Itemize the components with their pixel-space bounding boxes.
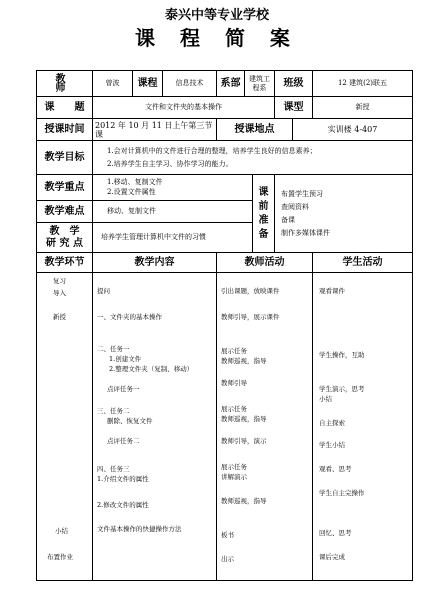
lesson-type-value: 新授 bbox=[313, 97, 413, 119]
difficulty-label: 教学难点 bbox=[37, 201, 93, 223]
student-activity-item: 回忆、思考 bbox=[319, 529, 352, 537]
stage-item: 新授 bbox=[53, 313, 66, 321]
preparation-list bbox=[275, 175, 413, 253]
teacher-activity-item: 讲解演示 bbox=[221, 473, 247, 481]
content-item: 文件基本操作的快捷操作方法 bbox=[97, 525, 182, 533]
teacher-activity-item: 教师巡视，指导 bbox=[221, 415, 267, 423]
content-item: 提问 bbox=[97, 287, 110, 295]
preparation-item: 查阅资料 bbox=[281, 203, 309, 211]
teacher-activity-item: 教师引导，演示 bbox=[221, 437, 267, 445]
content-item: 一、文件夹的基本操作 bbox=[97, 313, 162, 321]
goals-label: 教学目标 bbox=[37, 141, 93, 175]
lesson-type-label: 课型 bbox=[275, 97, 313, 119]
content-item: 1.介绍文件的属性 bbox=[97, 475, 149, 483]
stage-item: 小结 bbox=[55, 527, 68, 535]
content-item: 三、任务二 bbox=[97, 407, 130, 415]
dept-label: 系部 bbox=[217, 71, 245, 97]
schedule-row bbox=[37, 119, 413, 141]
teacher-activity-item: 板书 bbox=[221, 531, 234, 539]
stage-column bbox=[37, 273, 93, 581]
student-activity-item: 课后完成 bbox=[319, 553, 345, 561]
place-value: 实训楼 4-407 bbox=[293, 119, 413, 141]
student-activity-item: 学生自主完操作 bbox=[319, 489, 365, 497]
content-item: 2.修改文件的属性 bbox=[97, 501, 149, 509]
info-row bbox=[37, 71, 413, 97]
student-activity-item: 学生小结 bbox=[319, 441, 345, 449]
student-activity-item: 观看课件 bbox=[319, 287, 345, 295]
student-activity-item: 观看、思考 bbox=[319, 465, 352, 473]
key-point-item: 2.设置文件属性 bbox=[107, 188, 156, 196]
preparation-item: 制作多媒体课件 bbox=[281, 229, 330, 237]
stage-item: 导入 bbox=[53, 289, 66, 297]
teacher-value: 曾波 bbox=[93, 71, 133, 97]
teacher-label: 教 师 bbox=[37, 71, 93, 97]
key-points-list bbox=[93, 175, 253, 201]
time-label: 授课时间 bbox=[37, 119, 93, 141]
place-label: 授课地点 bbox=[217, 119, 293, 141]
process-body-row bbox=[37, 273, 413, 581]
topic-value: 文件和文件夹的基本操作 bbox=[93, 97, 275, 119]
key-points-row bbox=[37, 175, 413, 201]
document-title: 课 程 简 案 bbox=[135, 26, 299, 50]
teacher-activity-column bbox=[217, 273, 313, 581]
preparation-label: 课 前 准 备 bbox=[253, 175, 275, 253]
teacher-activity-item: 展示任务 bbox=[221, 405, 247, 413]
content-item: 点评任务二 bbox=[107, 437, 140, 445]
content-header: 教学内容 bbox=[93, 253, 217, 273]
teacher-activity-item: 教师巡视，指导 bbox=[221, 357, 267, 365]
teacher-activity-item: 教师引导，展示课件 bbox=[221, 313, 280, 321]
content-item: 四、任务三 bbox=[97, 465, 130, 473]
content-column bbox=[93, 273, 217, 581]
teacher-activity-item: 展示任务 bbox=[221, 463, 247, 471]
student-activity-column bbox=[313, 273, 413, 581]
goal-item: 1.会对计算机中的文件进行合理的整理，培养学生良好的信息素养； bbox=[107, 147, 317, 155]
content-item: 点评任务一 bbox=[107, 385, 140, 393]
student-activity-item: 学生操作，互助 bbox=[319, 351, 365, 359]
goals-list bbox=[93, 141, 413, 175]
school-name: 泰兴中等专业学校 bbox=[164, 8, 269, 23]
student-activity-item: 小结 bbox=[319, 395, 332, 403]
teacher-activity-item: 教师引导 bbox=[221, 379, 247, 387]
stage-header: 教学环节 bbox=[37, 253, 93, 273]
key-points-label: 教学重点 bbox=[37, 175, 93, 201]
research-value: 培养学生管理计算机中文件的习惯 bbox=[93, 223, 253, 253]
content-item: 二、任务一 bbox=[97, 345, 130, 353]
difficulty-value: 移动、复制文件 bbox=[93, 201, 253, 223]
teacher-activity-item: 展示任务 bbox=[221, 347, 247, 355]
course-value: 信息技术 bbox=[163, 71, 217, 97]
content-item: 删除、恢复文件 bbox=[107, 417, 153, 425]
goals-row bbox=[37, 141, 413, 175]
student-activity-header: 学生活动 bbox=[313, 253, 413, 273]
content-item: 2.整理文件夹（复制、移动） bbox=[109, 365, 194, 373]
class-label: 班级 bbox=[275, 71, 313, 97]
teacher-activity-item: 出示 bbox=[221, 555, 234, 563]
content-item: 1.创建文件 bbox=[109, 355, 142, 363]
class-value: 12 建筑(2)联五 bbox=[313, 71, 413, 97]
teacher-activity-item: 教师巡视，指导 bbox=[221, 497, 267, 505]
time-value: 2012 年 10 月 11 日上午第三节课 bbox=[93, 119, 217, 141]
dept-value: 建筑工程系 bbox=[245, 71, 275, 97]
teacher-activity-header: 教师活动 bbox=[217, 253, 313, 273]
teacher-activity-item: 引出课题，放映课件 bbox=[221, 287, 280, 295]
process-header-row bbox=[37, 253, 413, 273]
lesson-plan-table bbox=[36, 70, 413, 581]
stage-item: 复习 bbox=[53, 277, 66, 285]
research-label: 教 学 研 究 点 bbox=[37, 223, 93, 253]
preparation-item: 布置学生预习 bbox=[281, 190, 323, 198]
topic-label: 课 题 bbox=[37, 97, 93, 119]
topic-row bbox=[37, 97, 413, 119]
student-activity-item: 学生演示，思考 bbox=[319, 385, 365, 393]
student-activity-item: 自主探索 bbox=[319, 419, 345, 427]
preparation-item: 备课 bbox=[281, 216, 295, 224]
course-label: 课程 bbox=[133, 71, 163, 97]
key-point-item: 1.移动、复制文件 bbox=[107, 178, 163, 186]
stage-item: 布置作业 bbox=[47, 553, 73, 561]
goal-item: 2.培养学生自主学习、协作学习的能力。 bbox=[107, 160, 233, 168]
